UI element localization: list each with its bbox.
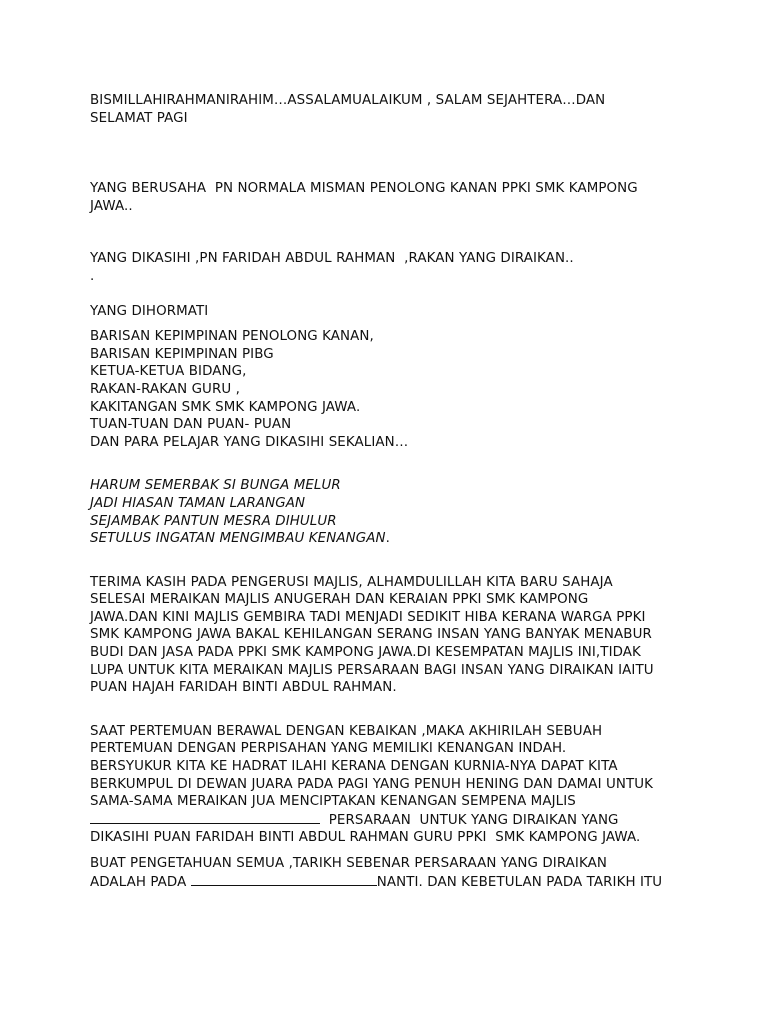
- text-line: TUAN-TUAN DAN PUAN- PUAN: [90, 417, 292, 433]
- pantun-line: SEJAMBAK PANTUN MESRA DIHULUR: [90, 513, 337, 529]
- fill-in-blank: [191, 873, 377, 886]
- address-paragraph-2: [90, 250, 690, 285]
- text-line: SMK KAMPONG JAWA BAKAL KEHILANGAN SERANG INSAN YANG BANYAK MENABUR: [90, 627, 652, 643]
- text-line: YANG DIKASIHI ,PN FARIDAH ABDUL RAHMAN ,RAKAN YANG DIRAIKAN..: [90, 251, 574, 267]
- pantun-period: .: [385, 531, 390, 547]
- text-line: DIKASIHI PUAN FARIDAH BINTI ABDUL RAHMAN GURU PPKI SMK KAMPONG JAWA.: [90, 830, 641, 846]
- text-line: KETUA-KETUA BIDANG,: [90, 364, 247, 380]
- text-line: BUAT PENGETAHUAN SEMUA ,TARIKH SEBENAR PERSARAAN YANG DIRAIKAN: [90, 856, 608, 871]
- text-line: BARISAN KEPIMPINAN PENOLONG KANAN,: [90, 329, 374, 345]
- meeting-paragraph: [90, 723, 690, 847]
- text-line: BERSYUKUR KITA KE HADRAT ILAHI KERANA DENGAN KURNIA-NYA DAPAT KITA: [90, 759, 618, 775]
- greeting-paragraph: [90, 92, 690, 127]
- text-line: SAAT PERTEMUAN BERAWAL DENGAN KEBAIKAN ,MAKA AKHIRILAH SEBUAH: [90, 723, 603, 739]
- text-line: PERTEMUAN DENGAN PERPISAHAN YANG MEMILIKI KENANGAN INDAH.: [90, 741, 567, 757]
- address-paragraph-1: [90, 180, 690, 215]
- text-line: BARISAN KEPIMPINAN PIBG: [90, 346, 274, 362]
- text-line: LUPA UNTUK KITA MERAIKAN MAJLIS PERSARAAN BAGI INSAN YANG DIRAIKAN IAITU: [90, 662, 654, 678]
- text-line: DAN PARA PELAJAR YANG DIKASIHI SEKALIAN…: [90, 434, 409, 450]
- thanks-paragraph: [90, 574, 690, 697]
- retirement-date-paragraph: [90, 855, 690, 891]
- text-line: BERKUMPUL DI DEWAN JUARA PADA PAGI YANG PENUH HENING DAN DAMAI UNTUK: [90, 776, 654, 792]
- text-line: JAWA.DAN KINI MAJLIS GEMBIRA TADI MENJADI SEDIKIT HIBA KERANA WARGA PPKI: [90, 609, 646, 625]
- text-line: YANG DIHORMATI: [90, 303, 209, 319]
- fill-in-blank: [90, 811, 320, 824]
- audience-list: [90, 328, 690, 451]
- text-line: PUAN HAJAH FARIDAH BINTI ABDUL RAHMAN.: [90, 680, 397, 696]
- text-line: KAKITANGAN SMK SMK KAMPONG JAWA.: [90, 399, 361, 415]
- text-line: SELAMAT PAGI: [90, 110, 188, 126]
- text-line: RAKAN-RAKAN GURU ,: [90, 381, 240, 397]
- text-line: .: [90, 268, 95, 284]
- text-line: SELESAI MERAIKAN MAJLIS ANUGERAH DAN KERAIAN PPKI SMK KAMPONG: [90, 592, 589, 608]
- text-line: PERSARAAN UNTUK YANG DIRAIKAN YANG: [320, 812, 619, 828]
- text-line: JAWA..: [90, 198, 133, 214]
- respected-heading: [90, 303, 690, 321]
- text-line: NANTI. DAN KEBETULAN PADA TARIKH ITU: [376, 874, 663, 890]
- pantun-verse: [90, 477, 690, 547]
- document-page: [90, 92, 690, 891]
- pantun-line: JADI HIASAN TAMAN LARANGAN: [90, 495, 306, 511]
- text-line: BUDI DAN JASA PADA PPKI SMK KAMPONG JAWA.DI KESEMPATAN MAJLIS INI,TIDAK: [90, 645, 641, 661]
- pantun-line: HARUM SEMERBAK SI BUNGA MELUR: [90, 478, 341, 494]
- text-line: ADALAH PADA: [90, 874, 191, 890]
- text-line: SAMA-SAMA MERAIKAN JUA MENCIPTAKAN KENANGAN SEMPENA MAJLIS: [90, 794, 576, 810]
- text-line: TERIMA KASIH PADA PENGERUSI MAJLIS, ALHAMDULILLAH KITA BARU SAHAJA: [90, 574, 613, 590]
- pantun-line: SETULUS INGATAN MENGIMBAU KENANGAN: [90, 531, 386, 547]
- text-line: BISMILLAHIRAHMANIRAHIM…ASSALAMUALAIKUM , SALAM SEJAHTERA…DAN: [90, 93, 606, 108]
- text-line: YANG BERUSAHA PN NORMALA MISMAN PENOLONG KANAN PPKI SMK KAMPONG: [90, 181, 638, 197]
